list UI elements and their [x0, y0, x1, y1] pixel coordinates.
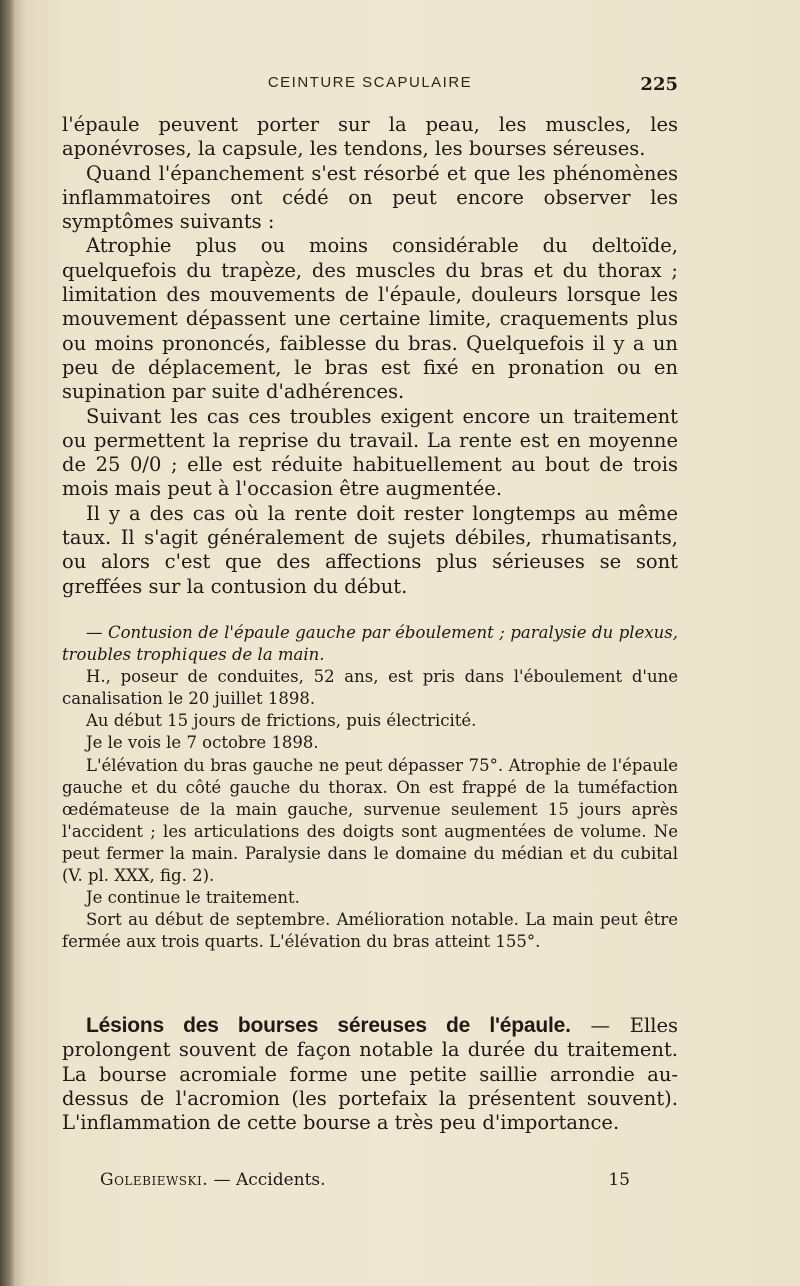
page-header	[62, 74, 678, 100]
page-number: 225	[640, 74, 678, 95]
body-paragraph: Quand l'épanchement s'est résorbé et que les phénomènes inflammatoires ont cédé on peut encore observer les symptômes suivants :	[62, 161, 678, 234]
case-report	[62, 622, 678, 953]
case-title: — Contusion de l'épaule gauche par éboulement ; paralysie du plexus, troubles trophiques de la main.	[62, 623, 678, 665]
case-paragraph: Au début 15 jours de frictions, puis électricité.	[86, 711, 477, 731]
body-text	[62, 113, 678, 599]
footer-citation	[100, 1170, 326, 1190]
body-paragraph: l'épaule peuvent porter sur la peau, les muscles, les aponévroses, la capsule, les tendons, les bourses séreuses.	[62, 113, 678, 161]
case-paragraph: Je le vois le 7 octobre 1898.	[86, 733, 319, 753]
body-paragraph: Il y a des cas où la rente doit rester longtemps au même taux. Il s'agit généralement de sujets débiles, rhumatisants, ou alors c'est que des affections plus sérieuses se sont greffées sur la contusion du début.	[62, 501, 678, 598]
section-title: Lésions des bourses séreuses de l'épaule.	[86, 1014, 571, 1037]
section-bursae	[62, 1014, 678, 1135]
footer-title: — Accidents.	[213, 1170, 326, 1190]
signature-mark: 15	[608, 1170, 630, 1190]
footer-author: Golebiewski.	[100, 1170, 209, 1190]
body-paragraph: Suivant les cas ces troubles exigent encore un traitement ou permettent la reprise du travail. La rente est en moyenne de 25 0/0 ; elle est réduite habituellement au bout de trois mois mais peut à l'occasion être augmentée.	[62, 404, 678, 501]
body-paragraph: Atrophie plus ou moins considérable du deltoïde, quelquefois du trapèze, des muscles du bras et du thorax ; limitation des mouvements de l'épaule, douleurs lorsque les mouvement dépassent une certaine limite, craquements plus ou moins prononcés, faiblesse du bras. Quelquefois il y a un peu de déplacement, le bras est fixé en pronation ou en supination par suite d'adhérences.	[62, 234, 678, 404]
running-title: CEINTURE SCAPULAIRE	[267, 74, 473, 91]
case-paragraph: H., poseur de conduites, 52 ans, est pris dans l'éboulement d'une canalisation le 20 juillet 1898.	[62, 667, 678, 709]
book-binding-edge	[0, 0, 14, 1286]
case-paragraph: Je continue le traitement.	[86, 888, 300, 908]
section-paragraph	[62, 1014, 678, 1135]
section-text: — Elles prolongent souvent de façon notable la durée du traitement. La bourse acromiale forme une petite saillie arrondie au-dessus de l'acromion (les portefaix la présentent souvent). L'inflammation de cette bourse a très peu d'importance.	[62, 1014, 679, 1135]
case-paragraph: Sort au début de septembre. Amélioration notable. La main peut être fermée aux trois quarts. L'élévation du bras atteint 155°.	[62, 910, 678, 952]
case-paragraph: L'élévation du bras gauche ne peut dépasser 75°. Atrophie de l'épaule gauche et du côté gauche du thorax. On est frappé de la tuméfaction œdémateuse de la main gauche, survenue seulement 15 jours après l'accident ; les articulations des doigts sont augmentées de volume. Ne peut fermer la main. Paralysie dans le domaine du médian et du cubital (V. pl. XXX, fig. 2).	[62, 755, 678, 886]
page-footer	[100, 1170, 630, 1194]
